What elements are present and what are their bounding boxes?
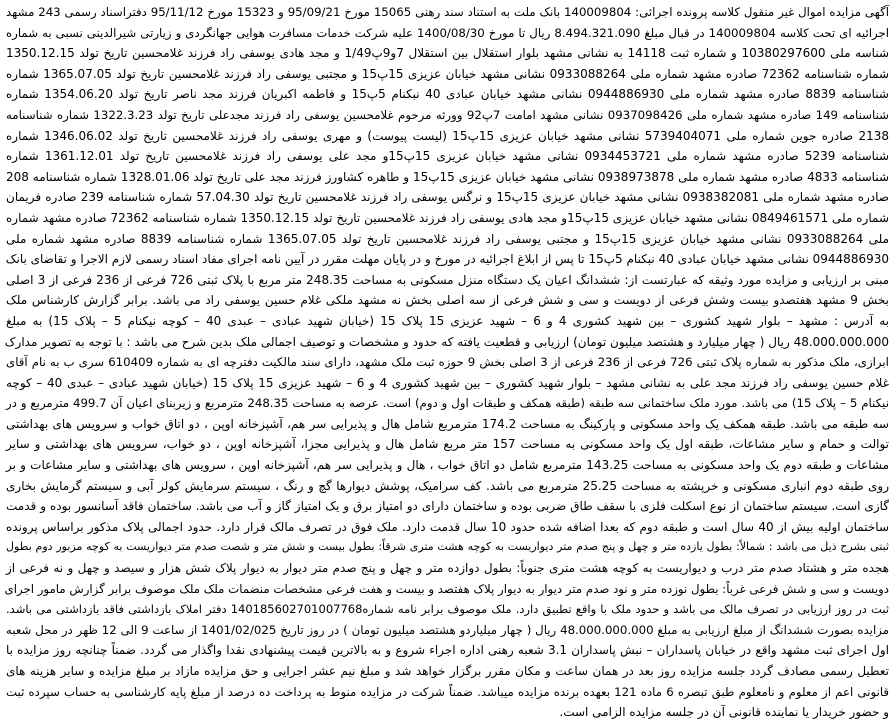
notice-line: گازی است. سیستم ساختمان از نوع اسکلت فلزی با سقف طاق ضربی بوده و ساختمان دارای دو امتیاز برق و یک امتیاز گاز و آب می باشد. ساختمان فاقد آسانسور بوده و قدمت — [6, 499, 889, 514]
notice-line: غلام حسین یوسفی راد فرزند مجد علی به نشانی مشهد – بلوار شهید کشوری – بین شهید کشوری 4 و 6 – شهید عزیزی 15 پلاک 15 (خیابان شهید عبادی – عبدی 40 – کوچه — [6, 375, 889, 390]
notice-line: اول اجرای ثبت مشهد واقع در خیابان پاسداران – نبش پاسداران 3.1 شعبه رهنی اداره اجراء شروع و به بالاترین قیمت پیشنهادی نقدا واگذار می گردد. ضمناً چنانچه روز مزایده با — [6, 643, 889, 658]
notice-line: 48.000.000.000 ریال ( چهار میلیارد و هشتصد میلیون تومان) ارزیابی و قطعیت یافته که حدود و مشخصات و توصیف اجمالی ملک بدین شرح می باشد : با توجه به تصویر مدارک — [4, 334, 889, 349]
notice-line: مزایده بصورت ششدانگ از مبلغ ارزیابی به مبلغ 48.000.000.000 ریال ( چهار میلیاردو هشتصد میلیون تومان ) در روز تاریخ 1401/02/025 از ساعت 9 الی 12 ظهر در محل شعبه — [6, 622, 889, 637]
notice-line: دویست و سی و شش فرعی غرباً: بطول نوزده متر و نود صدم متر دیوار به دیوار پلاک هفتصد و بیست و هفت فرعی مشخصات منضمات ملک ملک موصوف برابر گزارش مامور اجرای — [4, 581, 889, 596]
notice-line: مشاعات و طبقه دوم یک واحد مسکونی به مساحت 143.25 مترمربع شامل دو اتاق خواب ، هال و پذیرایی سر هم، آشپزخانه اوپن ، سرویس های بهداشتی و سایر مشاعات و بر — [6, 458, 890, 473]
notice-line: شماره ملی 0849461571 نشانی مشهد خیابان عزیزی 15پ15و مجد هادی یوسفی راد فرزند غلامحسین تاریخ تولد 1350.12.15 شماره شناسنامه 72362 صادره مشهد شماره — [6, 210, 890, 225]
notice-line: 2138 صادره جوین شماره ملی 5739404071 نشانی مشهد خیابان عزیزی 15پ15 (لیست پیوست) و مهری یوسفی راد فرزند غلامحسین تاریخ تولد 1346.06.02 شماره — [6, 128, 890, 143]
notice-line: سه طبقه می باشد. طبقه همکف یک واحد مسکونی و پارکینگ به مساحت 174.2 مترمربع شامل هال و پذیرایی سر هم، آشپزخانه اوپن ، دو اتاق خواب و سرویس های بهداشتی — [6, 416, 889, 431]
notice-line: شماره شناسنامه 72362 صادره مشهد شماره ملی 0933088264 نشانی مشهد خیابان عزیزی 15پ15 و مجتبی یوسفی راد فرزند غلامحسین تاریخ تولد 1365.07.05 شماره — [6, 66, 890, 81]
notice-line: ثبتی بشرح ذیل می باشد : شمالاً: بطول یازده متر و چهل و پنج صدم متر دیواریست به کوچه هشت متری شرقاً: بطول بیست و شش متر و شصت صدم متر دیواریست به کوچه مزبور دوم بطول — [6, 540, 889, 554]
notice-line: شناسنامه 5239 صادره مشهد شماره ملی 0934453721 نشانی مشهد خیابان عزیزی 15پ15و مجد علی یوسفی راد فرزند غلامحسین تاریخ تولد 1361.12.01 شماره — [6, 149, 890, 164]
notice-line: شناسنامه 4833 صادره مشهد شماره ملی 0938973878 نشانی مشهد خیابان عزیزی 15پ15 و طاهره کشاورز فرزند مجد علی تاریخ تولد 1328.01.06 شماره شناسنامه 208 — [6, 169, 890, 184]
notice-line: ملی 0933088264 نشانی مشهد خیابان عزیزی 15پ15 و مجتبی یوسفی راد فرزند غلامحسین تاریخ تولد 1365.07.05 شماره شناسنامه 8839 صادره مشهد شماره ملی — [6, 231, 890, 246]
notice-line: شناسه ملی 10380297600 و شماره ثبت 14118 به نشانی مشهد بلوار استقلال بین استقلال 7و9پ1/49 و مجد هادی یوسفی راد فرزند غلامحسین تاریخ تولد 1350.12.15 — [6, 46, 889, 61]
notice-line: به آدرس : مشهد – بلوار شهید کشوری – بین شهید کشوری 4 و 6 – شهید عزیزی 15 پلاک 15 (خیابان شهید عبادی – عبدی 40 – کوچه نیکنام 5 – پلاک 15) به مبلغ — [6, 313, 890, 328]
notice-line: ابرازی، ملک مذکور به شماره پلاک ثبتی 726 فرعی از 236 فرعی از 3 اصلی بخش 9 حوزه ثبت ملک مشهد، دارای سند مالکیت دفترچه ای به شماره 610409 سری ب به نام آقای — [6, 355, 889, 370]
notice-line: بخش 9 مشهد هفتصدو بیست وشش فرعی از دویست و سی و شش فرعی از سه اصلی بخش نه مشهد ملکی غلام حسین یوسفی راد می باشد. برابر گزارش کارشناس ملک — [6, 293, 890, 308]
notice-line: و حضور خریدار یا نماینده قانونی آن در جلسه مزایده الزامی است. — [559, 705, 889, 720]
notice-line: ساختمان اولیه بیش از 40 سال است و طبقه دوم که بعدا اضافه شده حدود 10 سال قدمت دارد. ملک فوق در تصرف مالک قرار دارد. حدود اجمالی پلاک مذکور براساس پرونده — [6, 519, 889, 534]
notice-line: شناسنامه 8839 صادره مشهد شماره ملی 0944886930 نشانی مشهد خیابان عبادی 40 نبکنام 5پ15 و فاطمه اکبریان فرزند مجد ناصر تاریخ تولد 1354.06.20 شماره — [6, 87, 889, 102]
notice-line: آگهی مزایده اموال غیر منقول کلاسه پرونده اجرائی: 140009804 بانک ملت به استناد سند رهنی 15065 مورخ 95/09/21 و 15323 مورخ 95/11/12 دفتراسناد رسمی 243 مشهد — [6, 5, 889, 19]
notice-line: توالت و حمام و سایر مشاعات، طبقه اول یک واحد مسکونی به مساحت 157 متر مربع شامل هال و پذیرایی مجزا، آشپزخانه اوپن ، دو خواب، سرویس های بهداشتی و سایر — [6, 437, 889, 452]
notice-line: صادره مشهد شماره ملی 0938382081 نشانی مشهد خیابان عزیزی 15پ15 و نرگس یوسفی راد فرزند غلامحسین تاریخ تولد 57.04.30 شماره شناسنامه 239 صادره فریمان — [6, 190, 889, 205]
notice-line: اجرائیه ای تحت کلاسه 140009804 در قبال مبلغ 8.494.321.090 ریال تا مورخ 1400/08/30 علیه شرکت خدمات مسافرت هوایی جهانگردی و زیارتی شیرالدینی نسبی به شماره — [6, 25, 890, 40]
notice-line: نیکنام 5 – پلاک 15) می باشد. مورد ملک ساختمانی سه طبقه (طبقه همکف و طبقات اول و دوم) است. عرصه به مساحت 248.35 مترمربع و زیربنای اعیان آن 499.7 مترمربع و در — [6, 396, 889, 411]
notice-line: روی طبقه دوم انباری مسکونی و خرپشته به مساحت 25.25 مترمربع می باشد. کف سرامیک، پوشش دیوارها گچ و رنگ ، سیستم سرمایش کولر آبی و سیستم گرمایش بخاری — [6, 478, 889, 493]
notice-line: تعطیل رسمی مصادف گردد جلسه مزایده روز بعد در همان ساعت و مکان مقرر برگزار خواهد شد و مبلغ نیم عشر اجرایی و حق مزایده مازاد بر مبلغ مزایده و سایر هزینه های — [6, 664, 889, 678]
notice-line: شناسنامه 149 صادره مشهد شماره ملی 0937098426 نشانی مشهد امامت 7پ92 وورثه مرحوم غلامحسین یوسفی راد فرزند مجدعلی تاریخ تولد 1322.3.23 شماره شناسنامه — [6, 107, 889, 122]
notice-line: مبنی بر ارزیابی و مزایده مورد وثیقه که عبارتست از: ششدانگ اعیان یک دستگاه منزل مسکونی به مساحت 248.35 متر مربع با پلاک ثبتی 726 فرعی از 236 فرعی از 3 اصلی — [6, 272, 890, 287]
notice-line: هجده متر و هشتاد صدم متر درب و دیواریست به کوچه هشت متری جنوباً: بطول دوازده متر و چهل و پنج صدم متر دیوار به دیوار پلاک شش هزار و سیصد و چهل و نه فرعی از — [6, 561, 889, 576]
notice-line: قانونی اعم از معلوم و نامعلوم طبق تبصره 6 ماده 121 بعهده برنده مزایده میباشد. ضمناً شرکت در مزایده منوط به پرداخت ده درصد از مبلغ پایه کارشناسی به حساب سپرده ثبت — [6, 684, 890, 699]
notice-line: 0944886930 نشانی مشهد خیابان عبادی 40 نبکنام 5پ15 تا پس از ابلاغ اجرائیه در مورخ و در پایان مهلت مقرر در آیین نامه اجرای مفاد اسناد رسمی لازم الاجرا و تقاضای بانک — [5, 252, 889, 267]
notice-line: ثبت در روز ارزیابی در تصرف مالک می باشد و حدود ملک با واقع تطبیق دارد. ملک موصوف برابر نامه شماره140185602701007768 دفتر املاک بازداشتی فاقد بازداشتی می باشد. — [6, 602, 889, 617]
